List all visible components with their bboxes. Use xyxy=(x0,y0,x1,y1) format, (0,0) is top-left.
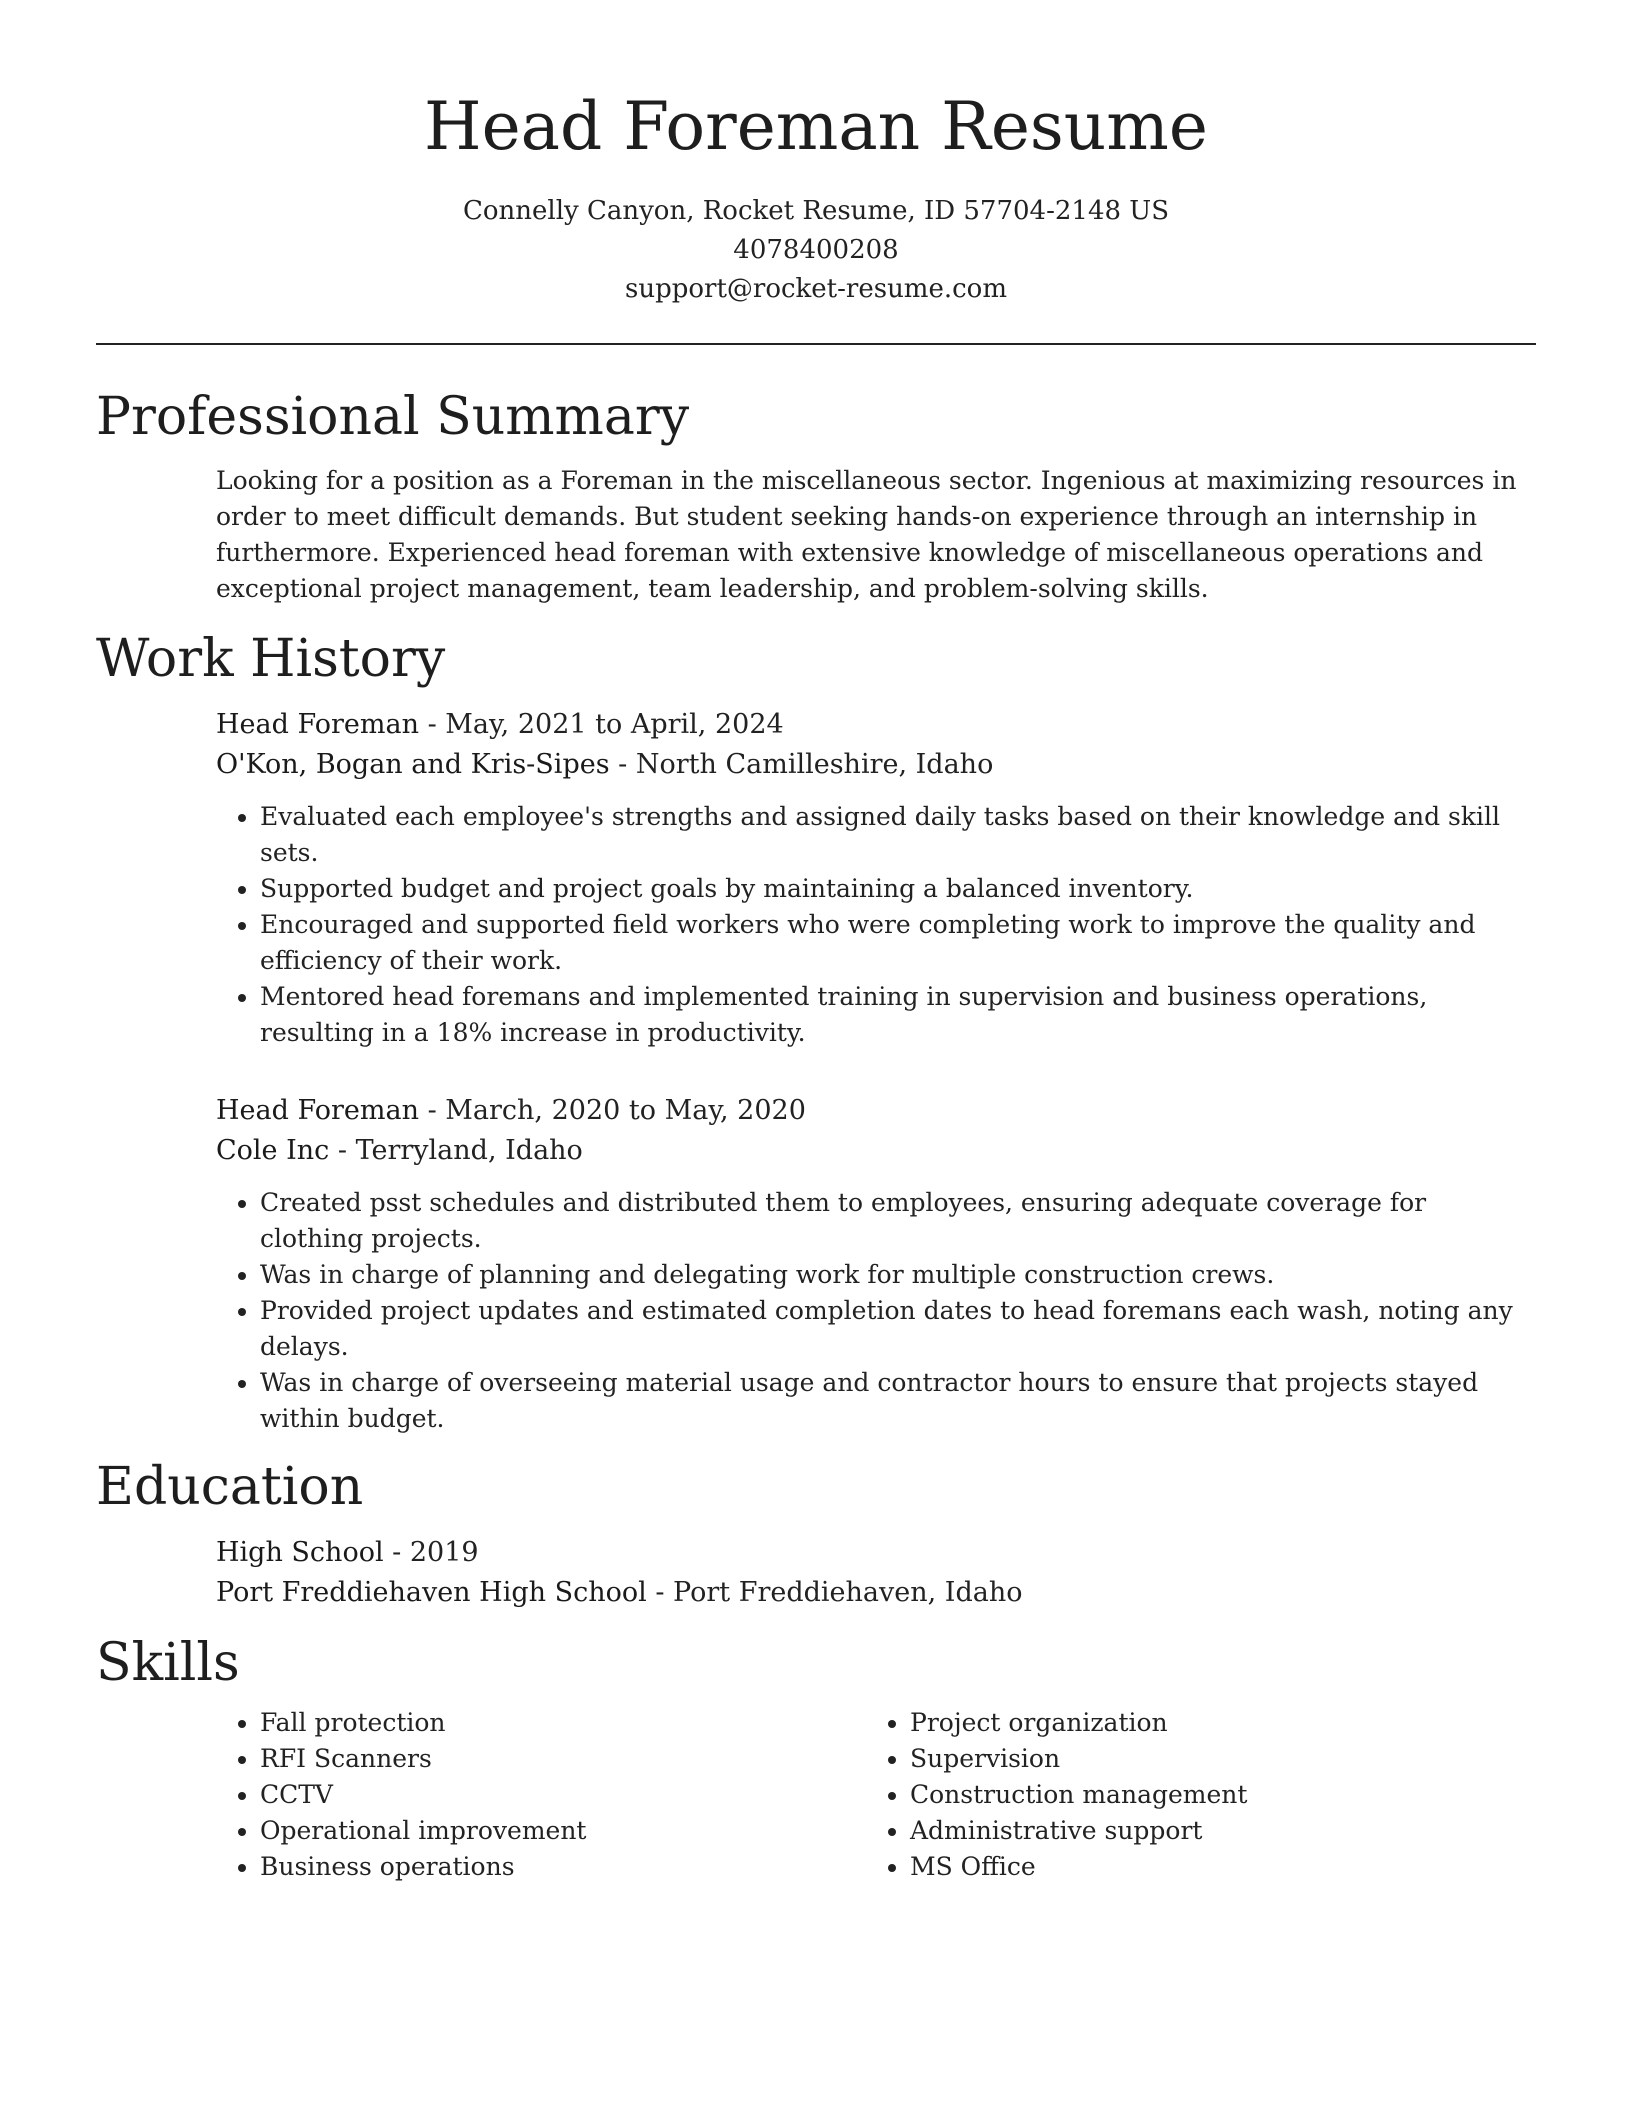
skill-item: • Construction management xyxy=(910,1777,1516,1813)
job-company-line xyxy=(216,1131,1536,1171)
skills-column-right xyxy=(866,1705,1516,1885)
education-entry xyxy=(216,1533,1536,1613)
job-bullet: • Provided project updates and estimated completion dates to head foremans each wash, noting any delays. xyxy=(260,1293,1536,1365)
education-degree: High School xyxy=(216,1537,384,1568)
job-location: - North Camilleshire, Idaho xyxy=(609,749,994,780)
skill-item: • Business operations xyxy=(260,1849,866,1885)
resume-page xyxy=(96,0,1536,1885)
job-company: O'Kon, Bogan and Kris-Sipes xyxy=(216,749,610,780)
job-bullet: • Was in charge of overseeing material usage and contractor hours to ensure that projects stayed within budget. xyxy=(260,1365,1536,1437)
job-bullets xyxy=(216,1185,1536,1437)
job-position: Head Foreman xyxy=(216,709,419,740)
education-degree-line xyxy=(216,1533,1536,1573)
skill-item: • Fall protection xyxy=(260,1705,866,1741)
skill-item: • CCTV xyxy=(260,1777,866,1813)
job-company: Cole Inc xyxy=(216,1135,330,1166)
skills-column-left xyxy=(216,1705,866,1885)
job-bullets xyxy=(216,799,1536,1051)
skill-item: • MS Office xyxy=(910,1849,1516,1885)
resume-header xyxy=(96,0,1536,309)
resume-title: Head Foreman Resume xyxy=(424,88,1208,165)
job-dates: - May, 2021 to April, 2024 xyxy=(418,709,784,740)
job-bullet: • Supported budget and project goals by maintaining a balanced inventory. xyxy=(260,871,1536,907)
contact-address: Connelly Canyon, Rocket Resume, ID 57704-2148 US xyxy=(462,196,1170,226)
job-entry xyxy=(216,1091,1536,1437)
job-bullet: • Evaluated each employee's strengths and assigned daily tasks based on their knowledge and skill sets. xyxy=(260,799,1536,871)
education-year: - 2019 xyxy=(383,1537,479,1568)
job-position: Head Foreman xyxy=(216,1095,419,1126)
education-school: Port Freddiehaven High School xyxy=(216,1577,647,1608)
section-title-work-history: Work History xyxy=(96,629,446,689)
job-bullet: • Created psst schedules and distributed them to employees, ensuring adequate coverage for clothing projects. xyxy=(260,1185,1536,1257)
summary-text: Looking for a position as a Foreman in the miscellaneous sector. Ingenious at maximizing resources in order to meet difficult demands. But student seeking hands-on experience through an internship in furthermore. Experienced head foreman with extensive knowledge of miscellaneous operations and exceptional project management, team leadership, and problem-solving skills. xyxy=(216,466,1517,603)
skill-item: • RFI Scanners xyxy=(260,1741,866,1777)
header-divider xyxy=(96,343,1536,345)
contact-block xyxy=(96,192,1536,309)
job-dates: - March, 2020 to May, 2020 xyxy=(418,1095,806,1126)
section-title-skills: Skills xyxy=(96,1633,240,1693)
job-entry xyxy=(216,705,1536,1051)
job-bullet: • Encouraged and supported field workers who were completing work to improve the quality and efficiency of their work. xyxy=(260,907,1536,979)
job-title-line xyxy=(216,1091,1536,1131)
job-company-line xyxy=(216,745,1536,785)
education-school-line xyxy=(216,1573,1536,1613)
skill-item: • Supervision xyxy=(910,1741,1516,1777)
job-title-line xyxy=(216,705,1536,745)
job-bullet: • Was in charge of planning and delegating work for multiple construction crews. xyxy=(260,1257,1536,1293)
section-title-education: Education xyxy=(96,1457,364,1517)
skills-grid xyxy=(216,1705,1536,1885)
job-location: - Terryland, Idaho xyxy=(329,1135,583,1166)
section-title-summary: Professional Summary xyxy=(96,387,690,447)
education-location: - Port Freddiehaven, Idaho xyxy=(646,1577,1023,1608)
contact-phone: 4078400208 xyxy=(733,235,899,265)
skill-item: • Project organization xyxy=(910,1705,1516,1741)
skill-item: • Administrative support xyxy=(910,1813,1516,1849)
job-bullet: • Mentored head foremans and implemented training in supervision and business operations, resulting in a 18% increase in productivity. xyxy=(260,979,1536,1051)
skill-item: • Operational improvement xyxy=(260,1813,866,1849)
contact-email: support@rocket-resume.com xyxy=(624,274,1007,304)
